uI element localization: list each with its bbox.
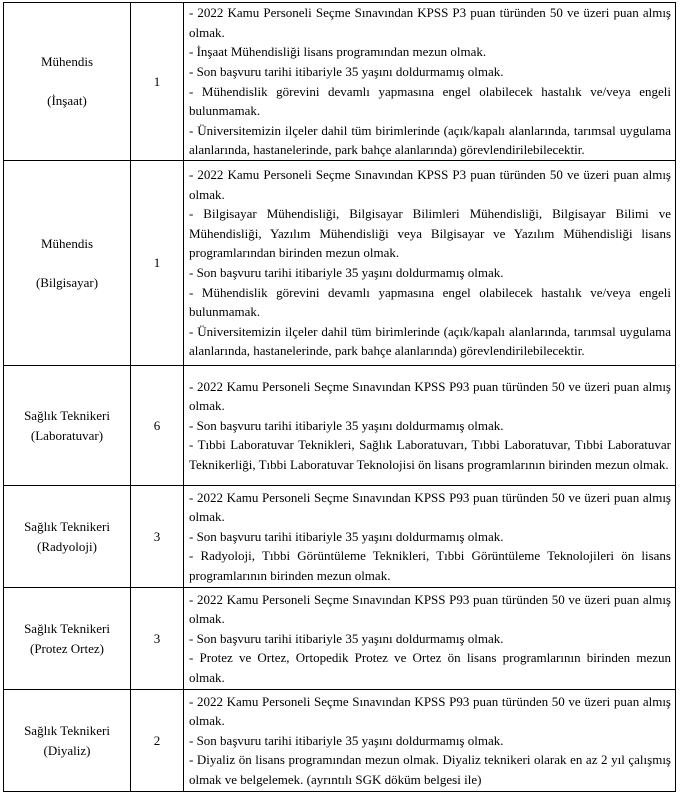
position-title	[4, 690, 131, 792]
requirement-item: - 2022 Kamu Personeli Seçme Sınavından KPSS P93 puan türünden 50 ve üzeri puan almış olmak.	[189, 489, 671, 525]
requirement-item: - Üniversitemizin ilçeler dahil tüm birimlerinde (açık/kapalı alanlarında, tarımsal uygulama alanlarında, hastanelerinde, park bahçe alanlarında) görevlendirilebilecektir.	[189, 122, 671, 158]
requirement-item: - Radyoloji, Tıbbi Görüntüleme Teknikleri, Tıbbi Görüntüleme Teknolojileri ön lisans programlarının birinden mezun olmak.	[189, 548, 671, 583]
position-field: (İnşaat)	[47, 93, 87, 108]
requirement-item: - Son başvuru tarihi itibariyle 35 yaşını doldurmamış olmak.	[189, 630, 504, 646]
position-title	[4, 588, 131, 690]
requirement-item: - İnşaat Mühendisliği lisans programından mezun olmak.	[189, 44, 487, 60]
positions-table	[3, 2, 676, 792]
position-requirements	[184, 3, 676, 161]
position-title	[4, 366, 131, 486]
position-count: 1	[131, 161, 184, 366]
requirement-item: - 2022 Kamu Personeli Seçme Sınavından KPSS P3 puan türünden 50 ve üzeri puan almış olmak.	[189, 5, 671, 40]
position-field: (Diyaliz)	[43, 742, 91, 758]
requirement-item: - 2022 Kamu Personeli Seçme Sınavından KPSS P93 puan türünden 50 ve üzeri puan almış olmak.	[189, 693, 671, 729]
position-count: 3	[131, 486, 184, 588]
requirement-item: - 2022 Kamu Personeli Seçme Sınavından KPSS P93 puan türünden 50 ve üzeri puan almış olmak.	[189, 591, 671, 627]
requirement-item: - Mühendislik görevini devamlı yapmasına engel olabilecek hastalık ve/veya engeli bulunmamak.	[189, 284, 671, 320]
position-count: 3	[131, 588, 184, 690]
table-row	[4, 3, 676, 161]
position-count: 1	[131, 3, 184, 161]
table-row	[4, 588, 676, 690]
position-name: Sağlık Teknikeri	[24, 722, 110, 738]
position-requirements	[184, 690, 676, 792]
requirement-item: - Bilgisayar Mühendisliği, Bilgisayar Bilimleri Mühendisliği, Bilgisayar Bilimi ve Mühendisliği, Yazılım Mühendisliği veya Bilgisayar ve Yazılım Mühendisliği lisans programlarından birinden mezun olmak.	[189, 206, 671, 261]
position-requirements	[184, 486, 676, 588]
position-count: 2	[131, 690, 184, 792]
requirement-item: - Son başvuru tarihi itibariyle 35 yaşını doldurmamış olmak.	[189, 63, 504, 79]
position-count: 6	[131, 366, 184, 486]
table-row	[4, 486, 676, 588]
requirement-item: - Son başvuru tarihi itibariyle 35 yaşını doldurmamış olmak.	[189, 732, 504, 748]
requirement-item: - Tıbbi Laboratuvar Teknikleri, Sağlık Laboratuvarı, Tıbbi Laboratuvar, Tıbbi Laboratuvar Teknikerliği, Tıbbi Laboratuvar Teknolojisi ön lisans programlarının birinden mezun olmak.	[189, 437, 671, 472]
table-row	[4, 161, 676, 366]
position-name: Sağlık Teknikeri	[24, 518, 110, 534]
position-name: Mühendis	[41, 54, 93, 70]
requirement-item: - Üniversitemizin ilçeler dahil tüm birimlerinde (açık/kapalı alanlarında, tarımsal uygulama alanlarında, hastanelerinde, park bahçe alanlarında) görevlendirilebilecektir.	[189, 323, 671, 359]
position-requirements	[184, 366, 676, 486]
position-field: (Laboratuvar)	[30, 427, 104, 443]
position-name: Mühendis	[41, 235, 93, 251]
position-requirements	[184, 588, 676, 690]
position-name: Sağlık Teknikeri	[24, 620, 110, 636]
table-row	[4, 690, 676, 792]
requirement-item: - Diyaliz ön lisans programından mezun olmak. Diyaliz teknikeri olarak en az 2 yıl çalışmış olmak ve belgelemek. (ayrıntılı SGK döküm belgesi ile)	[189, 752, 671, 787]
position-title	[4, 3, 131, 161]
requirement-item: - Son başvuru tarihi itibariyle 35 yaşını doldurmamış olmak.	[189, 417, 504, 433]
requirement-item: - Son başvuru tarihi itibariyle 35 yaşını doldurmamış olmak.	[189, 528, 504, 544]
requirement-item: - 2022 Kamu Personeli Seçme Sınavından KPSS P3 puan türünden 50 ve üzeri puan almış olmak.	[189, 167, 671, 202]
position-title	[4, 161, 131, 366]
position-name: Sağlık Teknikeri	[24, 407, 110, 423]
position-field: (Radyoloji)	[37, 538, 97, 554]
requirement-item: - Protez ve Ortez, Ortopedik Protez ve Ortez ön lisans programlarının birinden mezun olmak.	[189, 650, 671, 685]
table-row	[4, 366, 676, 486]
requirement-item: - 2022 Kamu Personeli Seçme Sınavından KPSS P93 puan türünden 50 ve üzeri puan almış olmak.	[189, 378, 671, 414]
requirement-item: - Son başvuru tarihi itibariyle 35 yaşını doldurmamış olmak.	[189, 265, 504, 280]
position-requirements	[184, 161, 676, 366]
position-title	[4, 486, 131, 588]
position-field: (Bilgisayar)	[35, 274, 99, 290]
position-field: (Protez Ortez)	[30, 640, 104, 656]
requirement-item: - Mühendislik görevini devamlı yapmasına engel olabilecek hastalık ve/veya engeli bulunmamak.	[189, 83, 671, 119]
